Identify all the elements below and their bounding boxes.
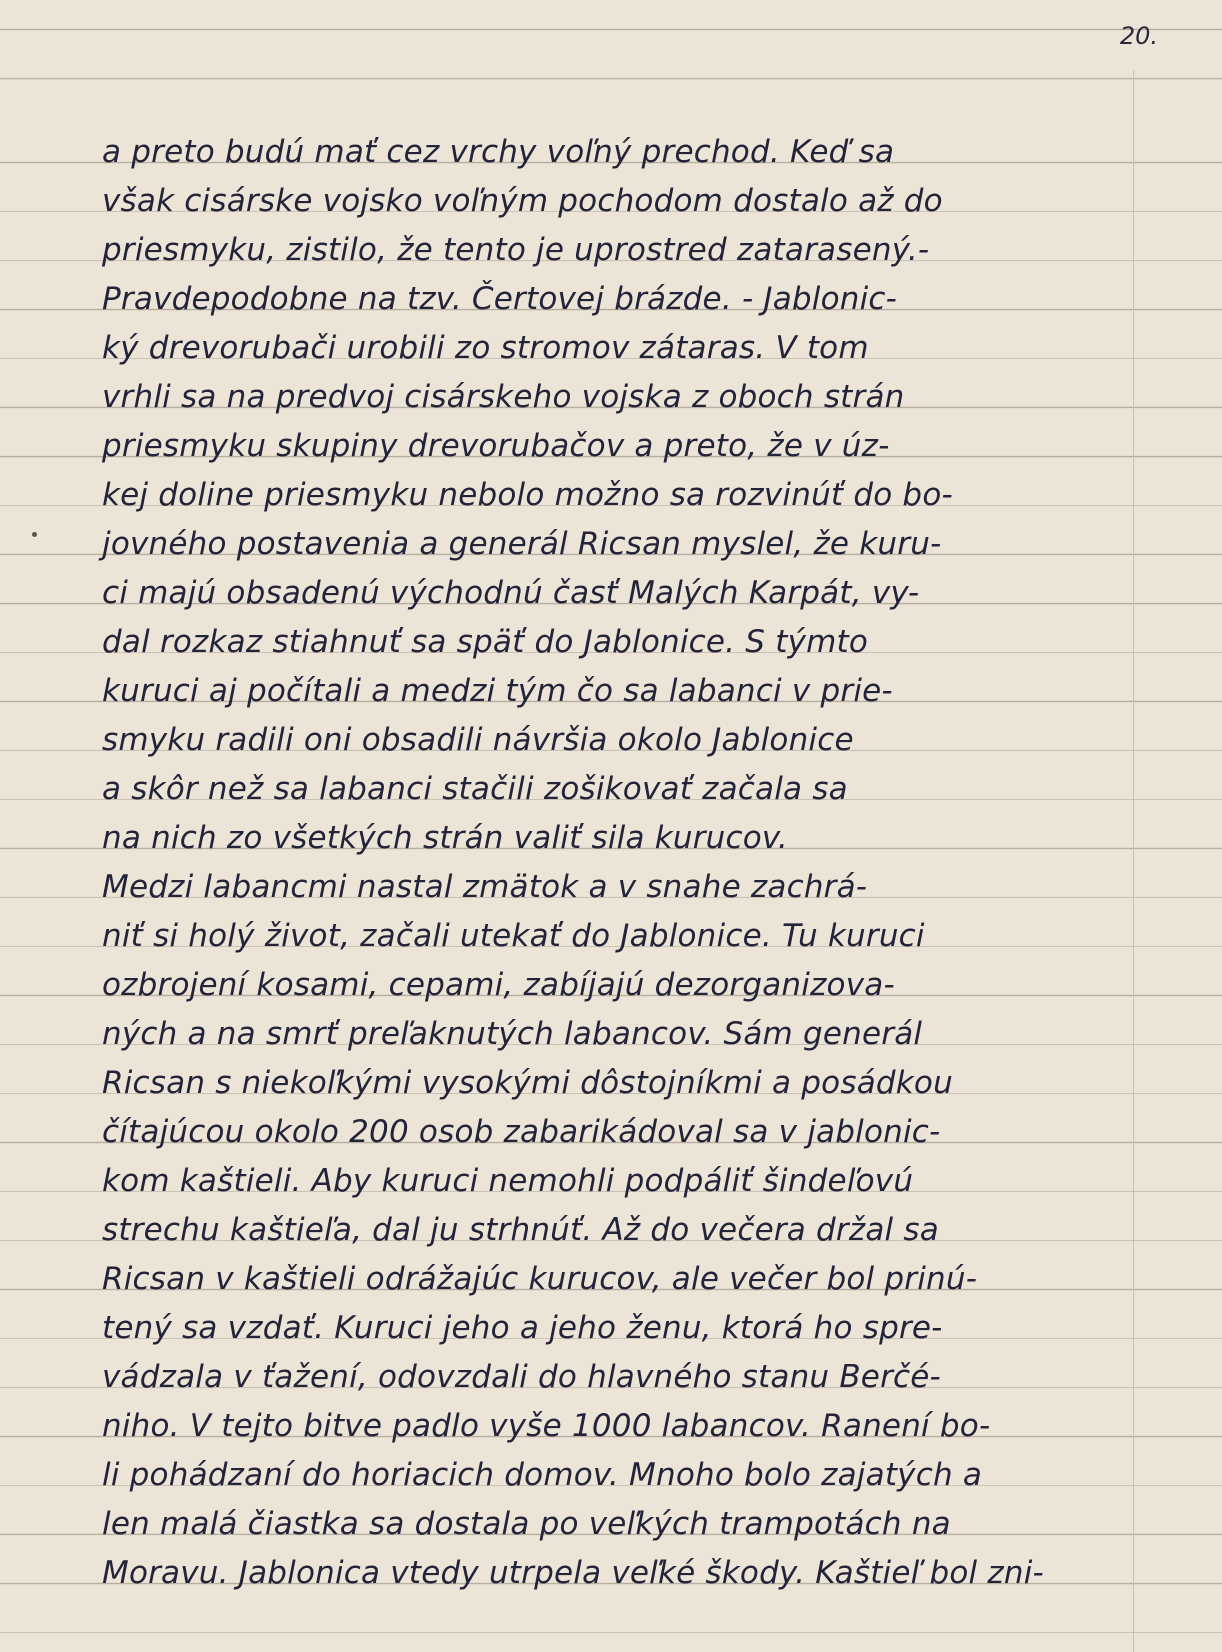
- text-line: ci majú obsadenú východnú časť Malých Karpát, vy-: [102, 575, 920, 611]
- text-line: ných a na smrť preľaknutých labancov. Sám generál: [102, 1016, 923, 1052]
- text-line: li pohádzaní do horiacich domov. Mnoho bolo zajatých a: [102, 1457, 983, 1493]
- text-line: na nich zo všetkých strán valiť sila kurucov.: [102, 820, 788, 856]
- text-line: kom kaštieli. Aby kuruci nemohli podpáliť šindeľovú: [102, 1163, 914, 1199]
- text-line: kuruci aj počítali a medzi tým čo sa labanci v prie-: [102, 673, 893, 709]
- text-line: niť si holý život, začali utekať do Jablonice. Tu kuruci: [102, 918, 925, 954]
- text-line: smyku radili oni obsadili návršia okolo Jablonice: [102, 722, 854, 758]
- text-line: Medzi labancmi nastal zmätok a v snahe zachrá-: [102, 869, 868, 905]
- text-line: kej doline priesmyku nebolo možno sa rozvinúť do bo-: [102, 477, 953, 513]
- text-line: len malá čiastka sa dostala po veľkých trampotách na: [102, 1506, 951, 1542]
- text-line: a skôr než sa labanci stačili zošikovať začala sa: [102, 771, 848, 807]
- text-line: niho. V tejto bitve padlo vyše 1000 labancov. Ranení bo-: [102, 1408, 991, 1444]
- text-line: priesmyku, zistilo, že tento je uprostred zatarasený.-: [102, 232, 930, 268]
- handwritten-text: [102, 128, 1142, 1598]
- text-line: tený sa vzdať. Kuruci jeho a jeho ženu, ktorá ho spre-: [102, 1310, 943, 1346]
- text-line: jovného postavenia a generál Ricsan myslel, že kuru-: [102, 526, 942, 562]
- text-line: ký drevorubači urobili zo stromov zátaras. V tom: [102, 330, 869, 366]
- ink-dot: [32, 532, 37, 537]
- text-line: ozbrojení kosami, cepami, zabíjajú dezorganizova-: [102, 967, 895, 1003]
- text-line: čítajúcou okolo 200 osob zabarikádoval sa v jablonic-: [102, 1114, 941, 1150]
- text-line: dal rozkaz stiahnuť sa späť do Jablonice. S týmto: [102, 624, 869, 660]
- text-line: Pravdepodobne na tzv. Čertovej brázde. - Jablonic-: [102, 281, 898, 317]
- text-line: vádzala v ťažení, odovzdali do hlavného stanu Berčé-: [102, 1359, 941, 1395]
- text-line: strechu kaštieľa, dal ju strhnúť. Až do večera držal sa: [102, 1212, 939, 1248]
- page-number: 20.: [1119, 22, 1158, 50]
- text-line: Moravu. Jablonica vtedy utrpela veľké škody. Kaštieľ bol zni-: [102, 1555, 1044, 1591]
- text-line: však cisárske vojsko voľným pochodom dostalo až do: [102, 183, 943, 219]
- text-line: priesmyku skupiny drevorubačov a preto, že v úz-: [102, 428, 890, 464]
- text-line: Ricsan v kaštieli odrážajúc kurucov, ale večer bol prinú-: [102, 1261, 978, 1297]
- text-line: a preto budú mať cez vrchy voľný prechod. Keď sa: [102, 134, 895, 170]
- text-line: Ricsan s niekoľkými vysokými dôstojníkmi a posádkou: [102, 1065, 953, 1101]
- text-line: vrhli sa na predvoj cisárskeho vojska z oboch strán: [102, 379, 905, 415]
